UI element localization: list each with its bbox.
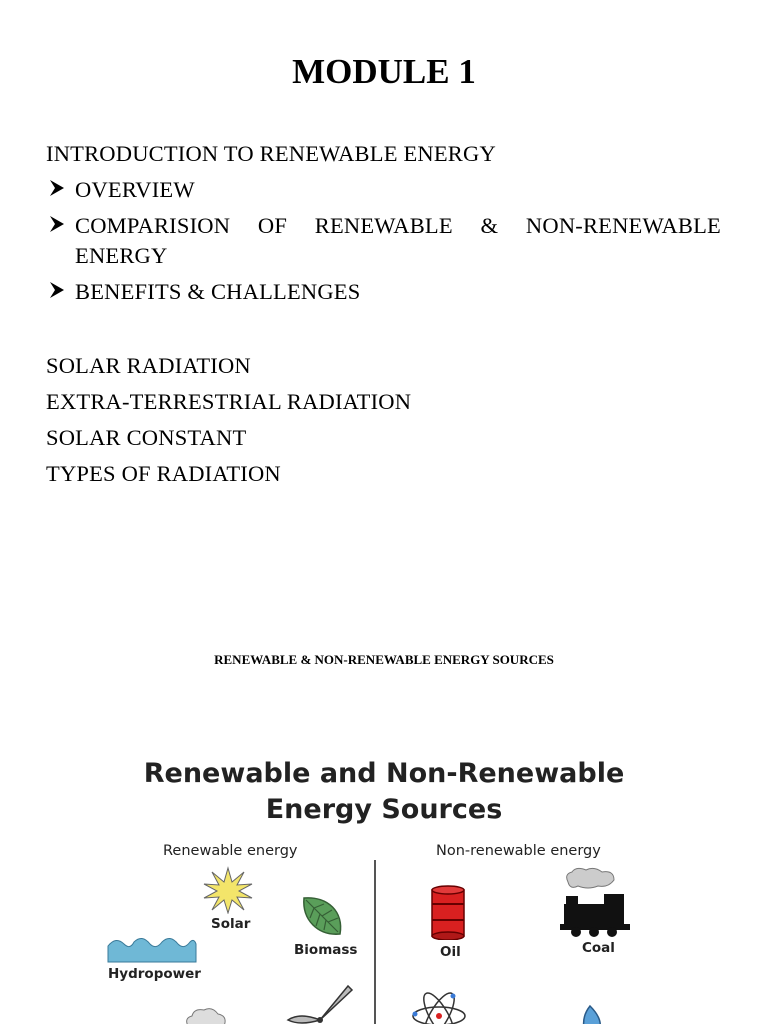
figure-title-line1: Renewable and Non-Renewable [143,758,625,789]
wind-turbine-icon [286,982,356,1024]
topic-extra-terrestrial: EXTRA-TERRESTRIAL RADIATION [46,389,412,414]
label-solar: Solar [211,916,251,932]
figure-caption: RENEWABLE & NON-RENEWABLE ENERGY SOURCES [214,652,554,667]
solar-topics-list [46,348,411,492]
renewable-heading: Renewable energy [163,843,298,859]
bullet-benefits [46,277,721,307]
bullet-comparison [46,211,721,271]
train-icon [558,866,634,938]
arrow-bullet-icon [47,280,67,300]
figure-title-line2: Energy Sources [265,794,503,825]
label-hydropower: Hydropower [108,966,201,982]
atom-icon [406,990,472,1024]
arrow-bullet-icon [47,178,67,198]
topic-solar-constant: SOLAR CONSTANT [46,425,247,450]
bullet-list [46,175,721,313]
label-coal: Coal [582,940,615,956]
leaf-icon [298,892,346,940]
module-title: MODULE 1 [292,52,476,91]
label-oil: Oil [440,944,461,960]
energy-sources-figure [96,744,672,1024]
cloud-icon [184,1006,228,1024]
bullet-overview [46,175,721,205]
waves-icon [106,934,198,964]
arrow-bullet-icon [47,214,67,234]
gas-flame-icon [576,1004,606,1024]
label-biomass: Biomass [294,942,358,958]
topic-types-of-radiation: TYPES OF RADIATION [46,461,281,486]
bullet-text: BENEFITS & CHALLENGES [75,279,361,304]
oil-barrel-icon [430,884,466,940]
intro-heading: INTRODUCTION TO RENEWABLE ENERGY [46,141,496,166]
bullet-text: OVERVIEW [75,177,195,202]
nonrenewable-heading: Non-renewable energy [436,843,601,859]
bullet-text: COMPARISION OF RENEWABLE & NON-RENEWABLE ENERGY [75,213,721,268]
column-divider [374,860,376,1024]
topic-solar-radiation: SOLAR RADIATION [46,353,251,378]
sun-icon [202,866,254,914]
